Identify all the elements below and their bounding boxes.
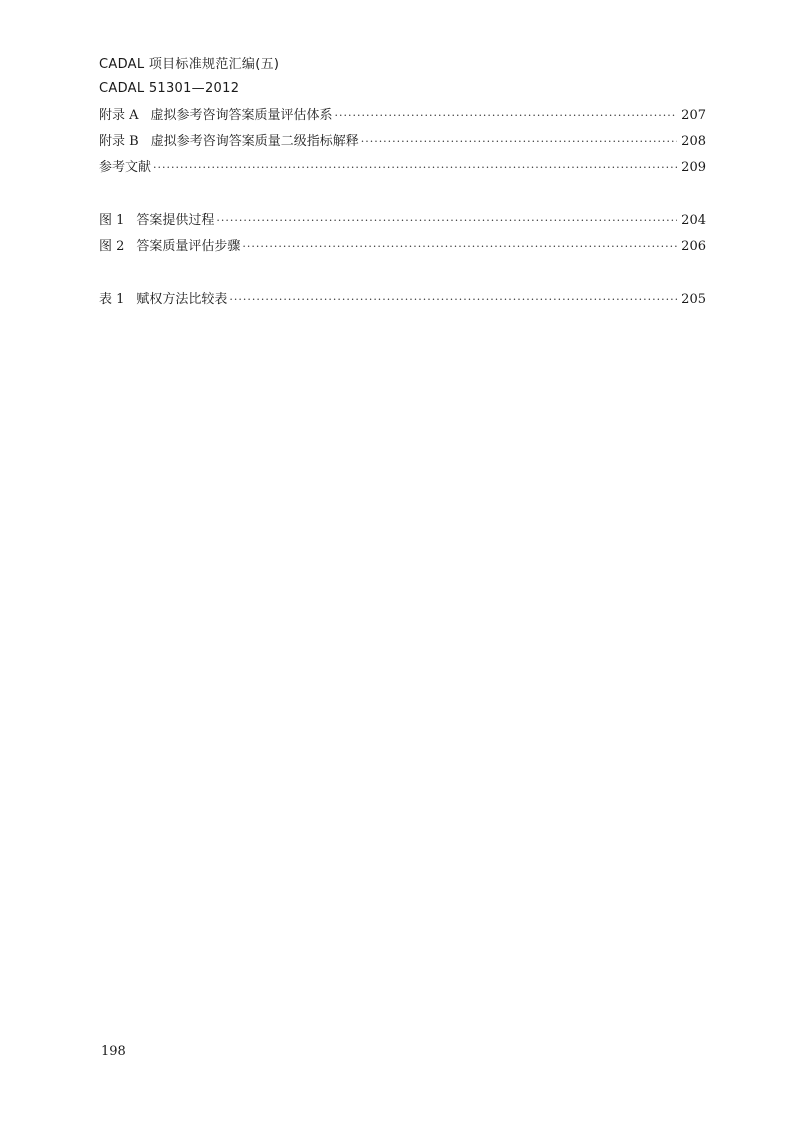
toc-entry-table-1[interactable] [99,287,706,313]
toc-appendix-section [99,103,706,181]
dot-leader [361,129,677,155]
toc-entry-figure-1[interactable] [99,208,706,234]
toc-entry-title: 虚拟参考咨询答案质量评估体系 [150,108,333,123]
toc-entry-appendix-b[interactable] [99,129,706,155]
dot-leader [153,155,677,181]
toc-figure-section [99,208,706,260]
toc-entry-title: 赋权方法比较表 [136,292,228,307]
toc-entry-page: 208 [681,134,706,149]
toc-entry-page: 209 [681,160,706,175]
dot-leader [229,287,677,313]
toc-entry-page: 204 [681,213,706,228]
header-title: CADAL 项目标准规范汇编(五) [99,57,280,72]
toc-entry-references[interactable] [99,155,706,181]
toc-entry-title: 答案质量评估步骤 [136,239,241,254]
toc-entry-tag: 表 1 [99,292,125,307]
toc-entry-title: 答案提供过程 [136,213,215,228]
toc-entry-tag: 图 2 [99,239,125,254]
toc-entry-page: 207 [681,108,706,123]
toc-entry-page: 205 [681,292,706,307]
toc-entry-tag: 图 1 [99,213,125,228]
running-header [99,54,719,100]
toc-entry-tag: 附录 B [99,134,139,149]
toc-entry-figure-2[interactable] [99,234,706,260]
toc-table-section [99,287,706,313]
toc-entry-tag: 附录 A [99,108,139,123]
dot-leader [216,208,677,234]
toc-entry-title: 虚拟参考咨询答案质量二级指标解释 [150,134,359,149]
dot-leader [242,234,677,260]
page-number: 198 [101,1044,126,1059]
header-standard-code: CADAL 51301—2012 [99,81,240,96]
toc-entry-appendix-a[interactable] [99,103,706,129]
toc-entry-title: 参考文献 [99,160,152,175]
toc-entry-page: 206 [681,239,706,254]
dot-leader [335,103,678,129]
